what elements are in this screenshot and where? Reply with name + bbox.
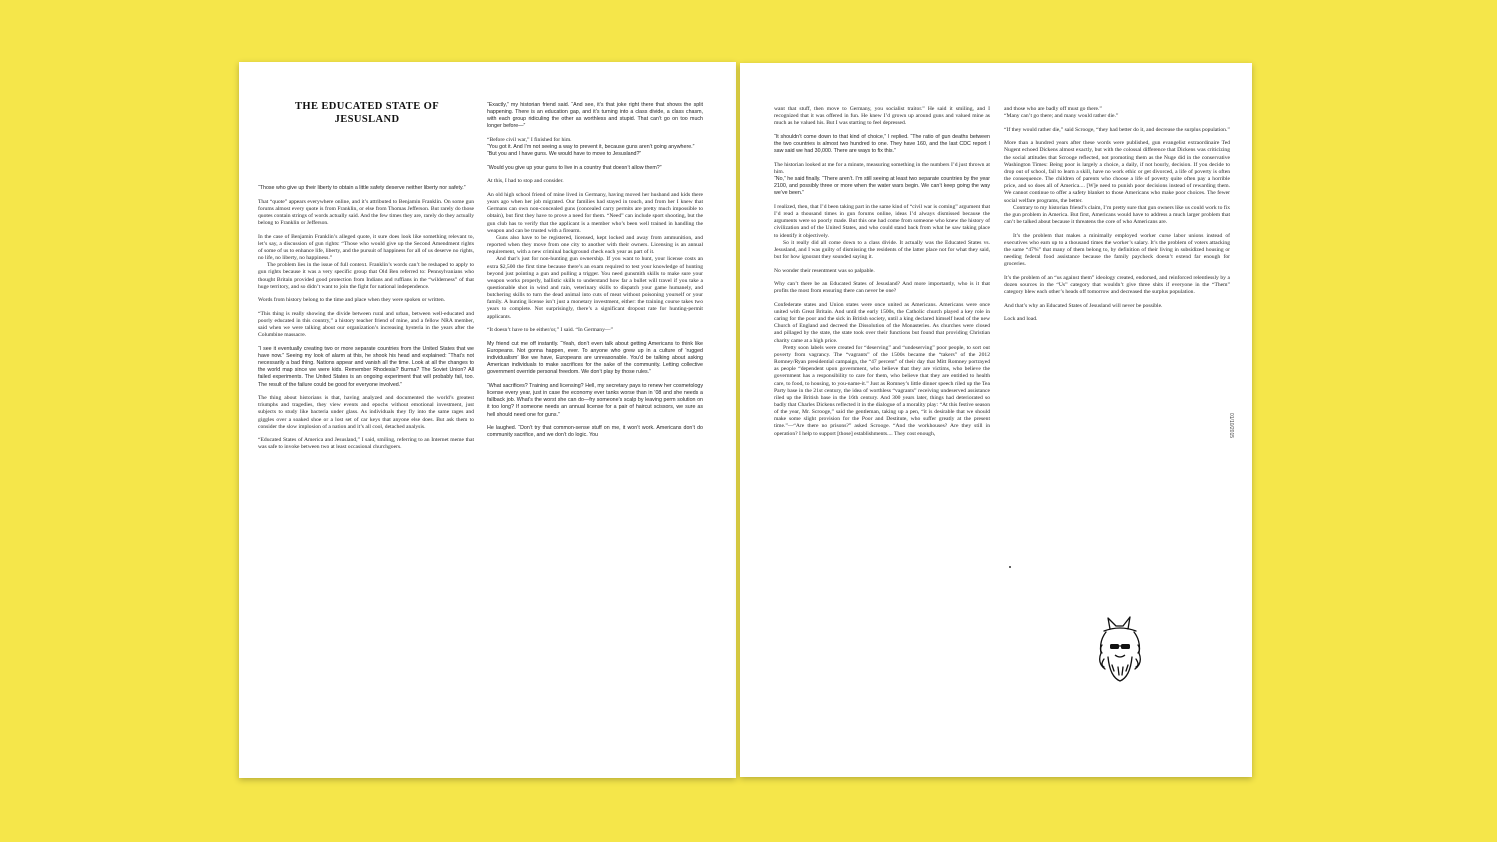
paragraph: Words from history belong to the time and place when they were spoken or written.	[258, 297, 446, 304]
paragraph: “Educated States of America and Jesusland,” I said, smiling, referring to an Internet meme that was safe to invoke between two at least occasional churchgoers.	[258, 437, 474, 451]
left-column-2	[487, 102, 703, 446]
paragraph: “It doesn’t have to be either/or,” I said. “In Germany—”	[487, 327, 613, 334]
paragraph: The historian looked at me for a minute, measuring something in the numbers I’d just thrown at him.	[774, 161, 990, 175]
paragraph: “You got it. And I’m not seeing a way to prevent it, because guns aren’t going anywhere.”	[487, 144, 695, 151]
right-column-1	[774, 106, 990, 438]
paragraph: “No,” he said finally. “There aren’t. I’m still seeing at least two separate countries by the year 2100, and possibly three or more when the water wars begin. We can’t keep going the way we’ve been.”	[774, 176, 990, 197]
paragraph: and those who are badly off must go there.”	[1004, 106, 1102, 112]
paragraph: I realized, then, that I’d been taking part in the same kind of “civil war is coming” argument that I’d read a thousand times in gun forums online, ideas I’d always dismissed because the arguments were so poorly made. But this one had come from someone who knew the history of civilization and of the United States, and who could stand back from what he saw taking place to identify it objectively.	[774, 203, 990, 239]
paragraph: In the case of Benjamin Franklin’s alleged quote, it sure does look like something relevant to, let’s say, a discussion of gun rights: “Those who would give up the Second Amendment rights of some of us to enhance life, liberty, and the pursuit of happiness for all of us deserve no rights, no life, no liberty, no happiness.”	[258, 233, 474, 262]
paragraph: That “quote” appears everywhere online, and it’s attributed to Benjamin Franklin. On some gun forums almost every quote is from Franklin, or else from Thomas Jefferson. But rarely do those quotes contain strings of words actually said. And the few times they are, rarely do they actually belong to Franklin or Jefferson.	[258, 198, 474, 227]
paragraph: My friend cut me off instantly. “Yeah, don’t even talk about getting Americans to think like Europeans. Not gonna happen, ever. To anyone who grew up in a culture of ‘rugged individualism’ like we have, Europeans are unreasonable. You’d be talking about asking American individuals to make sacrifices for the sake of the community. Letting collective government override personal freedom. We don’t play by those rules.”	[487, 340, 703, 376]
paragraph: Confederate states and Union states were once united as Americans. Americans were once united with Great Britain. And until the early 1500s, the Catholic church played a key role in caring for the poor and the sick in British society, until a king declared himself head of the new Church of England and decreed the Dissolution of the Monasteries. As churches were closed and pillaged by the state, the state took over their functions but found that providing Christian charity came at a high price.	[774, 301, 990, 344]
paragraph: Why can’t there be an Educated States of Jesusland? And more importantly, who is it that profits the most from ensuring there can never be one?	[774, 281, 990, 295]
paragraph: No wonder their resentment was so palpable.	[774, 267, 875, 274]
paragraph: “Before civil war,” I finished for him.	[487, 137, 572, 144]
paragraph: “Those who give up their liberty to obtain a little safety deserve neither liberty nor safety.”	[258, 185, 466, 191]
paragraph: “What sacrifices? Training and licensing? Hell, my secretary pays to renew her cosmetology license every year, just in case the economy ever tanks worse than in ’08 and she needs a fallback job. What’s the worst she can do—fry someone’s scalp by leaving perm solution on it too long? If someone needs an annual license for a pair of haircut scissors, we sure as hell should need one for guns.”	[487, 382, 703, 418]
paragraph: And that’s why an Educated States of Jesusland will never be possible.	[1004, 302, 1163, 309]
paragraph: It’s the problem that makes a minimally employed worker curse labor unions instead of executives who earn up to a thousand times the worker’s salary. It’s the problem of voters attacking the same “47%” that many of them belong to, by definition of their living in subsidized housing or needing federal food assistance because the family paycheck doesn’t extend far enough for groceries.	[1004, 232, 1230, 268]
paragraph: It’s the problem of an “us against them” ideology created, endorsed, and reinforced relentlessly by a dozen sources in the “Us” category that wouldn’t give three shits if everyone in the “Them” category blew each other’s heads off tomorrow and decreased the surplus population.	[1004, 274, 1230, 295]
paragraph: An old high school friend of mine lived in Germany, having moved her husband and kids there years ago when her job migrated. Our families had stayed in touch, and from her I knew that Germans can own non-concealed guns (concealed carry permits are pretty much impossible to obtain), but first they have to prove a need for them. “Need” can include sport shooting, but the gun club has to verify that the applicant is a member who’s been well trained in handling the weapon and can be trusted with a firearm.	[487, 191, 703, 234]
paragraph: Pretty soon labels were created for “deserving” and “undeserving” poor people, to sort out poverty from vagrancy. The “vagrants” of the 1500s became the “takers” of the 2012 Romney/Ryan presidential campaign, the “47 percent” of their day that Mitt Romney portrayed as people “dependent upon government, who believe that they are victims, who believe the government has a responsibility to care for them, who believe that they are entitled to health care, to food, to housing, to you-name-it.” Just as Romney’s little dinner speech riled up the Tea Party base in the 21st century, the idea of worthless “vagrants” receiving undeserved assistance riled up the British base in the 16th century. And 300 years later, things had deteriorated so badly that Charles Dickens reflected it in the dialogue of a morality play: “At this festive season of the year, Mr. Scrooge,” said the gentleman, taking up a pen, “it is desirable that we should make some slight provision for the Poor and Destitute, who suffer greatly at the present time.”—“Are there no prisons?” asked Scrooge. “And the workhouses? Are they still in operation? I help to support [those] establishments.... They cost enough,	[774, 344, 990, 437]
paragraph: “Would you give up your guns to live in a country that doesn’t allow them?”	[487, 164, 662, 171]
paragraph: The problem lies in the issue of full context. Franklin’s words can’t be reshaped to apply to gun rights because it was a very specific group that Old Ben referred to: Pennsylvanians who thought Britain provided good protection from Indians and ruffians in the “wilderness” of that huge territory, and so didn’t want to join the fight for national independence.	[258, 262, 474, 290]
paragraph: Guns also have to be registered, licensed, kept locked and away from ammunition, and reported when they move from one city to another with their owners. Licensing is an annual requirement, with a new criminal background check each year as part of it.	[487, 234, 703, 256]
dot-mark	[1009, 566, 1011, 568]
paragraph: “It shouldn’t come down to that kind of choice,” I replied. “The ratio of gun deaths between the two countries is almost two hundred to one. They have 160, and the last CDC report I saw said we had 30,000. There are ways to fix this.”	[774, 133, 990, 155]
left-page	[239, 62, 736, 778]
paragraph: “I see it eventually creating two or more separate countries from the United States that we have now.” Seeing my look of alarm at this, he shook his head and explained: “That’s not necessarily a bad thing. Nations appear and vanish all the time. Look at all the changes to the world map since we were kids. Remember Rhodesia? Burma? The Soviet Union? All failed experiments. The United States is an ongoing experiment that will probably fail, too. The result of the failure could be good for everyone involved.”	[258, 345, 474, 388]
paragraph: The thing about historians is that, having analyzed and documented the world’s greatest triumphs and tragedies, they view events and epochs without emotional investment, just subjects to study like bacteria under glass. As individuals they fly into the same rages and giggles over a soaked shoe or a lost set of car keys that anyone else does. But ask them to consider the slow implosion of a nation and it’s all cool, detached analysis.	[258, 395, 474, 430]
paragraph: And that’s just for non-hunting gun ownership. If you want to hunt, your license costs an extra $2,500 the first time because there’s an exam required to test your knowledge of hunting beyond just pointing a gun and pulling a trigger. You need gunsmith skills to make sure your weapon works properly, ballistic skills to understand how far a bullet will travel if you take a questionable shot in wind and rain, veterinary skills to dispatch your game humanely, and butchering skills to turn the dead animal into cuts of meat without poisoning yourself or your family. A hunting license isn’t just a monetary investment, either: the training course takes two years to complete. Not surprisingly, there’s a significant dropout rate for hunting-permit applicants.	[487, 256, 703, 320]
right-page	[740, 63, 1252, 777]
paragraph: “Exactly,” my historian friend said. “And see, it’s that joke right there that shows the split happening. There is an education gap, and it’s turning into a class divide, a class chasm, with each group ridiculing the other as worthless and stupid. That can’t go on too much longer before—”	[487, 102, 703, 130]
paragraph: Contrary to my historian friend’s claim, I’m pretty sure that gun owners like us could work to fix the gun problem in America. But first, Americans would have to address a much larger problem that can’t be talked about because it threatens the core of who Americans are.	[1004, 204, 1230, 225]
paragraph: At this, I had to stop and consider.	[487, 178, 564, 185]
paragraph: More than a hundred years after these words were published, gun evangelist extraordinaire Ted Nugent echoed Dickens almost exactly, but with the colossal difference that Dickens was criticizing the social attitudes that Scrooge reflected, not promoting them as the Nuge did in the conservative Washington Times: Being poor is largely a choice, a daily, if not hourly, decision. If you decide to drop out of school, fail to learn a skill, have no work ethic or get divorced, a life of poverty is often the consequence. The children of parents who choose a life of poverty quite often pay a horrible price, and so does all of America.... [W]e need to punish poor decisions instead of rewarding them. We cannot continue to offer a safety blanket to those Americans who make poor choices. The fewer social welfare programs, the better.	[1004, 140, 1230, 204]
paragraph: Lock and load.	[1004, 316, 1038, 323]
paragraph: want that stuff, then move to Germany, you socialist traitor.” He said it smiling, and I recognized that it was offered in fun. He knew I’d grown up around guns and valued mine as much as he valued his. But I was starting to feel depressed.	[774, 106, 990, 127]
right-column-2	[1004, 106, 1230, 330]
paragraph: “This thing is really showing the divide between rural and urban, between well-educated and poorly educated in this country,” a history teacher friend of mine, and a fellow NRA member, said when we were talking about our organization’s increasing hysteria in the years after the Columbine massacre.	[258, 310, 474, 339]
paragraph: “Many can’t go there; and many would rather die.”	[1004, 113, 1119, 120]
paragraph: “But you and I have guns. We would have to move to Jesusland?”	[487, 151, 642, 158]
paragraph: “If they would rather die,” said Scrooge, “they had better do it, and decrease the surplus population.”	[1004, 126, 1230, 133]
left-column-1	[258, 185, 474, 458]
paragraph: So it really did all come down to a class divide. It actually was the Educated States vs. Jesusland, and I was guilty of dismissing the residents of the latter place not for what they said, but for how ignorant they sounded saying it.	[774, 239, 990, 260]
side-date: 01/10/2015	[1228, 413, 1234, 439]
bearded-figure-doodle-icon	[1090, 615, 1150, 685]
article-title: THE EDUCATED STATE OF JESUSLAND	[294, 101, 440, 125]
paragraph: He laughed. “Don’t try that common-sense stuff on me, it won’t work. Americans don’t do community sacrifice, and we don’t do logic. You	[487, 425, 703, 439]
